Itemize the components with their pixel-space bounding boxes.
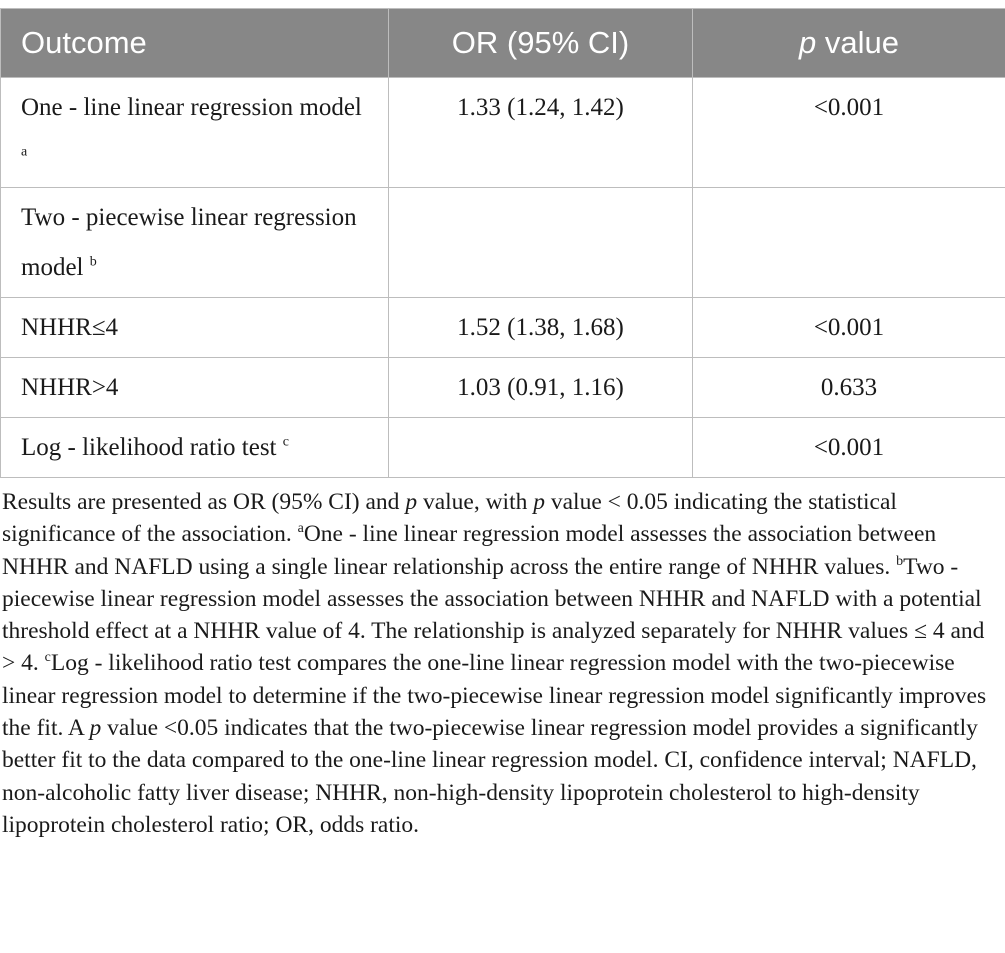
note-text: value <0.05 indicates that the two-piecewise linear regression model provides a significantly better fit to the data compared to the one-line linear regression model. CI, confidence interval; NAFLD, non-alcoholic fatty liver disease; NHHR, non-high-density lipoprotein cholesterol to high-density lipoprotein cholesterol ratio; OR, odds ratio.: [2, 715, 978, 838]
note-text: Results are presented as OR (95% CI) and: [2, 489, 406, 515]
cell-p-value: <0.001: [693, 418, 1005, 478]
note-italic: p: [89, 715, 102, 742]
cell-outcome: [1, 78, 389, 188]
table-row: [1, 78, 1005, 188]
cell-p-value: <0.001: [693, 78, 1005, 188]
header-or: OR (95% CI): [389, 9, 693, 78]
cell-p-value: <0.001: [693, 298, 1005, 358]
cell-outcome: [1, 298, 389, 358]
results-table: [0, 8, 1005, 478]
note-text: Two - piecewise linear regression model assesses the association between NHHR and NAFLD with a potential threshold effect at a NHHR value of 4. The relationship is analyzed separately for NHHR values ≤ 4 and > 4.: [2, 553, 985, 677]
outcome-label: Log - likelihood ratio test: [21, 434, 277, 461]
table-container: [0, 8, 1005, 841]
note-text: One - line linear regression model assesses the association between NHHR and NAFLD using a single linear relationship across the entire range of NHHR values.: [2, 521, 937, 580]
cell-outcome: [1, 358, 389, 418]
cell-or: 1.33 (1.24, 1.42): [389, 78, 693, 188]
note-text: value < 0.05 indicating the statistical significance of the association.: [2, 489, 897, 548]
note-superscript: a: [297, 521, 304, 537]
table-footnote: [0, 478, 1005, 841]
header-p-rest: value: [816, 25, 899, 60]
table-row: [1, 298, 1005, 358]
table-row: [1, 188, 1005, 298]
outcome-label: NHHR≤4: [21, 314, 119, 341]
table-body: [1, 78, 1005, 478]
outcome-superscript: a: [21, 144, 28, 160]
header-outcome: Outcome: [1, 9, 389, 78]
outcome-superscript: c: [282, 434, 289, 450]
note-italic: p: [405, 489, 418, 515]
outcome-label: One - line linear regression model: [21, 94, 362, 121]
note-text: value, with: [417, 489, 534, 515]
cell-or: [389, 188, 693, 298]
cell-outcome: [1, 418, 389, 478]
note-italic: p: [533, 489, 545, 515]
note-superscript: c: [44, 650, 51, 666]
cell-p-value: [693, 188, 1005, 298]
outcome-label: NHHR>4: [21, 374, 119, 401]
cell-p-value: 0.633: [693, 358, 1005, 418]
table-header-row: [1, 9, 1005, 78]
note-text: Log - likelihood ratio test compares the one-line linear regression model with the two-piecewise linear regression model to determine if the two-piecewise linear regression model significantly improves the fit. A: [2, 650, 987, 742]
outcome-superscript: b: [89, 254, 97, 270]
cell-or: 1.03 (0.91, 1.16): [389, 358, 693, 418]
header-p-value: [693, 9, 1005, 78]
note-superscript: b: [896, 553, 904, 569]
cell-or: 1.52 (1.38, 1.68): [389, 298, 693, 358]
outcome-label: Two - piecewise linear regression model: [21, 204, 357, 281]
cell-outcome: [1, 188, 389, 298]
cell-or: [389, 418, 693, 478]
table-row: [1, 418, 1005, 478]
header-p-italic: p: [799, 25, 817, 60]
table-row: [1, 358, 1005, 418]
